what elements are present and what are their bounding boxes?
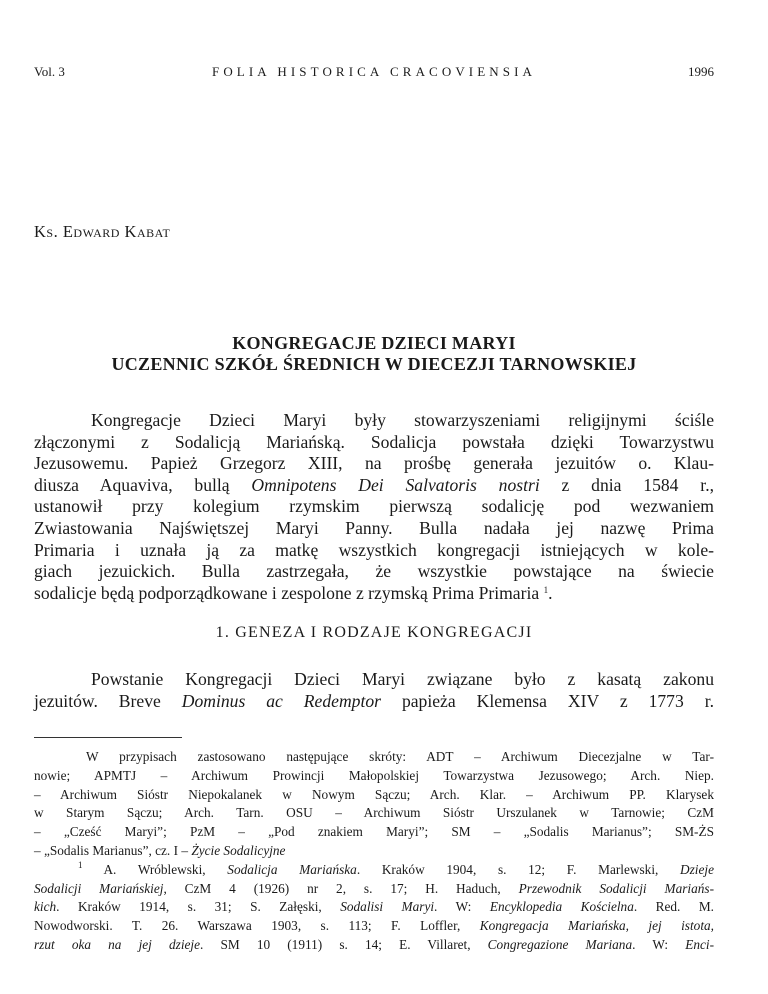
text-line: złączonymi z Sodalicją Mariańską. Sodalicja powstała dzięki Towarzystwu [34, 431, 714, 452]
text-line: Powstanie Kongregacji Dzieci Maryi związane było z kasatą zakonu [91, 669, 714, 689]
italic-title: Kongregacja Mariańska, jej istota, [479, 918, 714, 934]
bull-title: Omnipotens Dei Salvatoris nostri [251, 474, 540, 495]
italic-title: Życie Sodalicyjne [191, 842, 286, 858]
running-header [34, 64, 714, 82]
footnote-line [34, 842, 714, 861]
text-span: papieża Klemensa XIV z 1773 r. [381, 690, 714, 711]
text-span: . Kraków 1914, s. 31; S. Załęski, [56, 899, 341, 915]
article-title [34, 333, 714, 375]
text-span: sodalicje będą podporządkowane i zespolone z rzymską Prima Primaria [34, 582, 540, 603]
text-span: – „Sodalis Marianus”, cz. I – [34, 842, 192, 858]
text-span: . Red. M. [633, 899, 715, 915]
footnote-line [34, 898, 714, 917]
footnote-line: w Starym Sączu; Arch. Tarn. OSU – Archiwum Sióstr Urszulanek w Tarnowie; CzM [34, 805, 714, 821]
text-span: jezuitów. Breve [34, 690, 182, 711]
text-span: diusza Aquaviva, bullą [34, 474, 252, 495]
italic-title: Przewodnik Sodalicji Mariańs- [518, 880, 714, 896]
italic-title: Encyklopedia Kościelna [489, 899, 634, 915]
text-line: giach jezuickich. Bulla zastrzegała, że wszystkie powstające na świecie [34, 561, 714, 582]
author-name: Ks. Edward Kabat [34, 222, 171, 241]
section-heading: 1. GENEZA I RODZAJE KONGREGACJI [215, 624, 533, 641]
text-line: Zwiastowania Najświętszej Maryi Panny. Bulla nadała jej nazwę Prima [34, 517, 714, 538]
journal-title: FOLIA HISTORICA CRACOVIENSIA [211, 64, 537, 79]
footnote-number: 1 [78, 859, 83, 870]
text-line [34, 691, 714, 713]
footnote-line [34, 936, 714, 955]
text-span: . Kraków 1904, s. 12; F. Marlewski, [356, 861, 681, 877]
footnotes [34, 748, 714, 955]
italic-title: rzut oka na jej dzieje [34, 936, 201, 952]
text-line [34, 475, 714, 497]
text-line [34, 583, 714, 605]
italic-title: Enci- [685, 936, 714, 952]
text-span: . SM 10 (1911) s. 14; E. Villaret, [200, 936, 488, 952]
text-span: . [548, 582, 553, 603]
paragraph-genesis [34, 669, 714, 712]
italic-title: Sodalicja Mariańska [227, 861, 357, 877]
text-line: ustanowił przy kolegium rzymskim pierwszą sodalicję pod wezwaniem [34, 496, 714, 517]
text-line: Primaria i uznała ją za matkę wszystkich kongregacji istniejących w kole- [34, 539, 714, 560]
italic-title: kich [34, 899, 57, 915]
italic-title: Sodalisi Maryi [340, 899, 435, 915]
footnote-line [34, 880, 714, 899]
text-span: Nowodworski. T. 26. Warszawa 1903, s. 113; F. Loffler, [34, 918, 480, 934]
volume-label: Vol. 3 [34, 64, 65, 79]
text-line: Kongregacje Dzieci Maryi były stowarzyszeniami religijnymi ściśle [91, 410, 714, 430]
text-span: z dnia 1584 r., [539, 474, 714, 495]
title-line-2: UCZENNIC SZKÓŁ ŚREDNICH W DIECEZJI TARNOWSKIEJ [111, 354, 637, 374]
footnote-line: W przypisach zastosowano następujące skróty: ADT – Archiwum Diecezjalne w Tar- [86, 749, 714, 764]
text-span: . W: [632, 936, 686, 952]
text-span: . W: [434, 899, 490, 915]
footnote-line: nowie; APMTJ – Archiwum Prowincji Małopolskiej Towarzystwa Jezusowego; Arch. Niep. [34, 767, 714, 783]
text-span: , CzM 4 (1926) nr 2, s. 17; H. Haduch, [163, 880, 519, 896]
footnote-line [34, 917, 714, 936]
footnote-ref[interactable]: 1 [543, 584, 549, 595]
paragraph-intro [34, 410, 714, 604]
italic-title: Sodalicji Mariańskiej [34, 880, 164, 896]
journal-page [34, 0, 714, 994]
title-line-1: KONGREGACJE DZIECI MARYI [232, 333, 516, 353]
footnote-line [34, 861, 714, 880]
text-line: Jezusowemu. Papież Grzegorz XIII, na prośbę generała jezuitów o. Klau- [34, 453, 714, 474]
footnote-divider [34, 737, 182, 738]
breve-title: Dominus ac Redemptor [181, 690, 381, 711]
footnote-line: – „Cześć Maryi”; PzM – „Pod znakiem Maryi”; SM – „Sodalis Marianus”; SM-ŻS [34, 824, 714, 840]
text-span: A. Wróblewski, [82, 861, 228, 877]
footnote-line: – Archiwum Sióstr Niepokalanek w Nowym Sączu; Arch. Klar. – Archiwum PP. Klarysek [34, 786, 714, 802]
italic-title: Congregazione Mariana [487, 936, 633, 952]
italic-title: Dzieje [680, 861, 714, 877]
year-label: 1996 [688, 64, 714, 79]
